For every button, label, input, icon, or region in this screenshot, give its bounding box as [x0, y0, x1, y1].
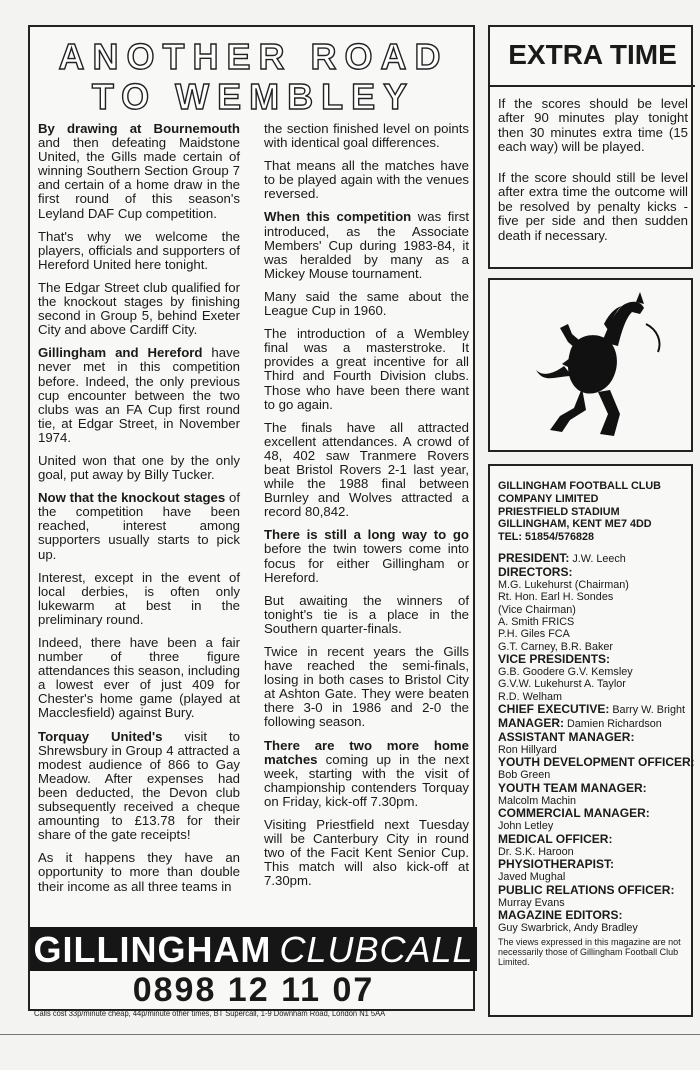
- magazine-disclaimer: The views expressed in this magazine are not necessarily those of Gillingham Football Club Limited.: [498, 936, 681, 967]
- article-paragraph: [264, 528, 469, 584]
- club-officials-list: [498, 480, 693, 967]
- paragraph-text: coming up in the next week, starting with the visit of championship contenders Torquay on Friday, kick-off 7.30pm.: [264, 751, 469, 809]
- article-column-1: [38, 122, 240, 903]
- article-paragraph: [38, 454, 240, 482]
- extra-time-panel: [488, 25, 693, 269]
- commercial-manager-name: John Letley: [498, 820, 554, 833]
- article-paragraph: [38, 571, 240, 627]
- article-paragraph: [38, 281, 240, 337]
- president-name: J.W. Leech: [569, 552, 626, 565]
- article-paragraph: [38, 122, 240, 221]
- club-stadium: PRIESTFIELD STADIUM: [498, 505, 620, 518]
- article-paragraph: [264, 818, 469, 888]
- paragraph-text: Interest, except in the event of local derbies, is often only lukewarm at best in the preliminary round.: [38, 569, 240, 627]
- paragraph-text: United won that one by the only goal, put away by Billy Tucker.: [38, 452, 240, 483]
- chief-executive-role: CHIEF EXECUTIVE:: [498, 701, 610, 716]
- medical-officer-name: Dr. S.K. Haroon: [498, 845, 574, 858]
- clubcall-product: CLUBCALL: [279, 929, 474, 970]
- manager-name: Damien Richardson: [564, 717, 662, 730]
- article-paragraph: [38, 346, 240, 445]
- physiotherapist-role: PHYSIOTHERAPIST:: [498, 857, 615, 872]
- paragraph-text: Visiting Priestfield next Tuesday will be Canterbury City in round two of the Facit Kent Senior Cup. This match will also kick-off at 7.30pm.: [264, 817, 469, 889]
- director-name: Rt. Hon. Earl H. Sondes: [498, 591, 614, 604]
- paragraph-text: Twice in recent years the Gills have reached the semi-finals, losing in both cases to Bristol City at Ashton Gate. They were beaten there 3-0 in 1986 and 2-0 the following season.: [264, 644, 469, 730]
- extra-time-paragraph-1: If the scores should be level after 90 minutes play tonight then 30 minutes extra time (15 each way) will be played.: [498, 96, 688, 155]
- assistant-manager-role: ASSISTANT MANAGER:: [498, 729, 635, 744]
- paragraph-text: the section finished level on points with identical goal differences.: [264, 121, 469, 151]
- paragraph-lead: There are two more home matches: [264, 737, 469, 767]
- directors-role: DIRECTORS:: [498, 564, 573, 579]
- public-relations-name: Murray Evans: [498, 896, 565, 909]
- clubcall-banner: [30, 927, 477, 971]
- paragraph-text: Indeed, there have been a fair number of three figure attendances this season, including a lowest ever of just 409 for Chester's home game (played at Macclesfield) against Bury.: [38, 635, 240, 721]
- paragraph-text: visit to Shrewsbury in Group 4 attracted a modest audience of 866 to Gay Meadow. After expenses had been deducted, the Devon club subsequently received a cheque amounting to £13.78 for their share of the gate receipts!: [38, 728, 240, 843]
- clubcall-phone-number: 0898 12 11 07: [132, 971, 375, 1009]
- paragraph-lead: Now that the knockout stages: [38, 490, 226, 506]
- paragraph-lead: When this competition: [264, 209, 412, 225]
- club-name-line2: COMPANY LIMITED: [498, 492, 599, 505]
- vice-president-names: G.V.W. Lukehurst A. Taylor: [498, 678, 626, 691]
- article-paragraph: [38, 636, 240, 721]
- vice-president-names: R.D. Welham: [498, 690, 562, 703]
- article-headline-line2: TO WEMBLEY: [91, 76, 416, 117]
- article-paragraph: [264, 159, 469, 201]
- article-paragraph: [264, 739, 469, 809]
- director-name: M.G. Lukehurst (Chairman): [498, 579, 629, 592]
- clubcall-call-cost-note: Calls cost 33p/minute cheap, 44p/minute other times, BT Supercall, 1-9 Downham Road, London N1 5AA: [34, 1009, 386, 1018]
- paragraph-text: was first introduced, as the Associate Members' Cup during 1983-84, it was heralded by many as a Mickey Mouse tournament.: [264, 209, 469, 281]
- article-paragraph: [264, 290, 469, 318]
- vice-presidents-role: VICE PRESIDENTS:: [498, 651, 611, 666]
- paragraph-text: As it happens they have an opportunity to more than double their income as all three teams in: [38, 850, 240, 894]
- clubcall-brand: GILLINGHAM: [33, 929, 272, 970]
- article-paragraph: [38, 851, 240, 893]
- director-name: (Vice Chairman): [498, 603, 576, 616]
- paragraph-text: before the twin towers come into focus for either Gillingham or Hereford.: [264, 541, 469, 585]
- paragraph-lead: Gillingham and Hereford: [38, 345, 203, 361]
- extra-time-title: EXTRA TIME: [508, 39, 677, 70]
- magazine-editors-role: MAGAZINE EDITORS:: [498, 908, 623, 923]
- rearing-horse-icon: [490, 280, 695, 454]
- director-name: A. Smith FRICS: [498, 615, 575, 628]
- public-relations-role: PUBLIC RELATIONS OFFICER:: [498, 882, 675, 897]
- article-paragraph: [264, 421, 469, 520]
- article-paragraph: [38, 230, 240, 272]
- article-paragraph: [264, 122, 469, 150]
- article-paragraph: [264, 327, 469, 412]
- extra-time-paragraph-2: If the score should still be level after extra time the outcome will be resolved by penalty kicks - five per side and then sudden death if necessary.: [498, 170, 688, 243]
- paragraph-lead: There is still a long way to go: [264, 527, 469, 543]
- paragraph-text: Many said the same about the League Cup in 1960.: [264, 288, 469, 319]
- extra-time-divider: [490, 85, 695, 87]
- article-paragraph: [264, 210, 469, 280]
- article-paragraph: [38, 491, 240, 561]
- paragraph-text: The introduction of a Wembley final was a masterstroke. It provides a great incentive for all Third and Fourth Division clubs. Those who have been there want to go again.: [264, 326, 469, 412]
- club-officials-panel: [488, 464, 693, 1017]
- youth-development-name: Bob Green: [498, 769, 551, 782]
- article-paragraph: [38, 730, 240, 843]
- article-column-2: [264, 122, 469, 898]
- paragraph-text: That means all the matches have to be played again with the venues reversed.: [264, 158, 469, 202]
- paragraph-lead: Torquay United's: [38, 728, 163, 744]
- paragraph-text: of the competition have been reached, interest among supporters usually starts to pick up.: [38, 490, 240, 562]
- article-headline-line1: ANOTHER ROAD: [58, 36, 449, 77]
- president-role: PRESIDENT:: [498, 550, 570, 565]
- paragraph-text: have never met in this competition before. Indeed, the only previous cup encounter between the two clubs was an FA Cup first round tie, at Edgar Street, in November 1974.: [38, 345, 241, 445]
- paragraph-text: That's why we welcome the players, officials and supporters of Hereford United here tonight.: [38, 228, 240, 272]
- vice-president-names: G.B. Goodere G.V. Kemsley: [498, 666, 633, 679]
- youth-team-manager-name: Malcolm Machin: [498, 794, 576, 807]
- manager-role: MANAGER:: [498, 715, 564, 730]
- page-bottom-rule: [0, 1034, 700, 1035]
- club-telephone: TEL: 51854/576828: [498, 531, 595, 544]
- medical-officer-role: MEDICAL OFFICER:: [498, 831, 613, 846]
- paragraph-text: and then defeating Maidstone United, the Gills made certain of winning Southern Section Group 7 and certain of a home draw in the first round of this season's Leyland DAF Cup competition.: [38, 135, 240, 221]
- youth-team-manager-role: YOUTH TEAM MANAGER:: [498, 780, 647, 795]
- club-crest-panel: [488, 278, 693, 452]
- paragraph-text: The finals have all attracted excellent attendances. A crowd of 48, 402 saw Tranmere Rovers beat Bristol Rovers 2-1 last year, while the 1988 final between Burnley and Wolves attracted a record 80,842.: [264, 419, 469, 520]
- assistant-manager-name: Ron Hillyard: [498, 743, 557, 756]
- magazine-editors-names: Guy Swarbrick, Andy Bradley: [498, 922, 638, 935]
- youth-development-role: YOUTH DEVELOPMENT OFFICER:: [498, 755, 695, 770]
- paragraph-text: The Edgar Street club qualified for the knockout stages by finishing second in Group 5, behind Exeter City and above Cardiff City.: [38, 279, 240, 338]
- director-name: G.T. Carney, B.R. Baker: [498, 640, 614, 653]
- paragraph-text: But awaiting the winners of tonight's tie is a place in the Southern quarter-finals.: [264, 592, 469, 636]
- article-paragraph: [264, 645, 469, 730]
- chief-executive-name: Barry W. Bright: [609, 703, 685, 716]
- article-paragraph: [264, 594, 469, 636]
- commercial-manager-role: COMMERCIAL MANAGER:: [498, 806, 650, 821]
- article-panel: [28, 25, 475, 1018]
- director-name: P.H. Giles FCA: [498, 628, 570, 641]
- paragraph-lead: By drawing at Bournemouth: [38, 121, 240, 136]
- club-name-line1: GILLINGHAM FOOTBALL CLUB: [498, 480, 661, 492]
- club-address: GILLINGHAM, KENT ME7 4DD: [498, 518, 652, 531]
- physiotherapist-name: Javed Mughal: [498, 871, 566, 884]
